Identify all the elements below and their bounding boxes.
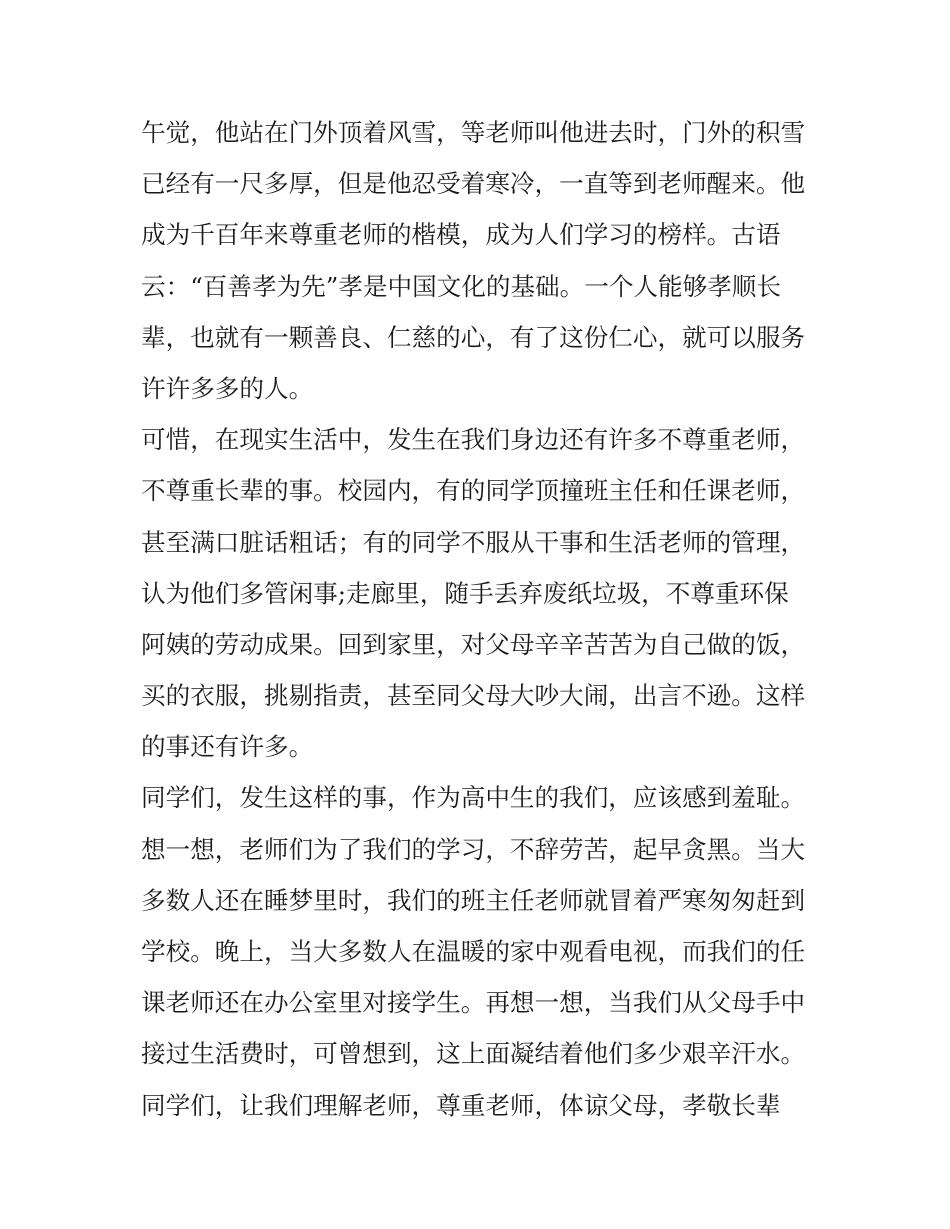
text-line: 午觉，他站在门外顶着风雪，等老师叫他进去时，门外的积雪	[141, 118, 806, 147]
text-line: 可惜，在现实生活中，发生在我们身边还有许多不尊重老师，	[141, 425, 806, 455]
text-line: 同学们，发生这样的事，作为高中生的我们，应该感到羞耻。	[141, 783, 806, 813]
text-line: 想一想，老师们为了我们的学习，不辞劳苦，起早贪黑。当大	[141, 834, 806, 864]
text-line: 多数人还在睡梦里时，我们的班主任老师就冒着严寒匆匆赶到	[141, 885, 806, 915]
text-line: 许许多多的人。	[141, 373, 314, 403]
text-line: 认为他们多管闲事;走廊里，随手丢弃废纸垃圾，不尊重环保	[141, 578, 789, 608]
text-line: 同学们，让我们理解老师，尊重老师，体谅父母，孝敬长辈	[141, 1090, 781, 1120]
text-line: 学校。晚上，当大多数人在温暖的家中观看电视，而我们的任	[141, 937, 806, 966]
text-line: 买的衣服，挑剔指责，甚至同父母大吵大闹，出言不逊。这样	[141, 681, 806, 711]
text-line: 接过生活费时，可曾想到，这上面凝结着他们多少艰辛汗水。	[141, 1039, 806, 1069]
body-text	[141, 107, 821, 1131]
text-line: 课老师还在办公室里对接学生。再想一想，当我们从父母手中	[141, 988, 806, 1018]
text-line: 阿姨的劳动成果。回到家里，对父母辛辛苦苦为自己做的饭，	[141, 629, 806, 659]
text-line: 不尊重长辈的事。校园内，有的同学顶撞班主任和任课老师，	[141, 476, 806, 506]
text-line: 成为千百年来尊重老师的楷模，成为人们学习的榜样。古语	[141, 220, 781, 250]
text-line: 甚至满口脏话粗话；有的同学不服从干事和生活老师的管理，	[141, 527, 806, 557]
text-line: 的事还有许多。	[141, 732, 314, 762]
text-line: 云：“百善孝为先”孝是中国文化的基础。一个人能够孝顺长	[141, 271, 781, 301]
text-line: 辈，也就有一颗善良、仁慈的心，有了这份仁心，就可以服务	[141, 322, 806, 352]
text-line: 已经有一尺多厚，但是他忍受着寒冷，一直等到老师醒来。他	[141, 169, 806, 199]
